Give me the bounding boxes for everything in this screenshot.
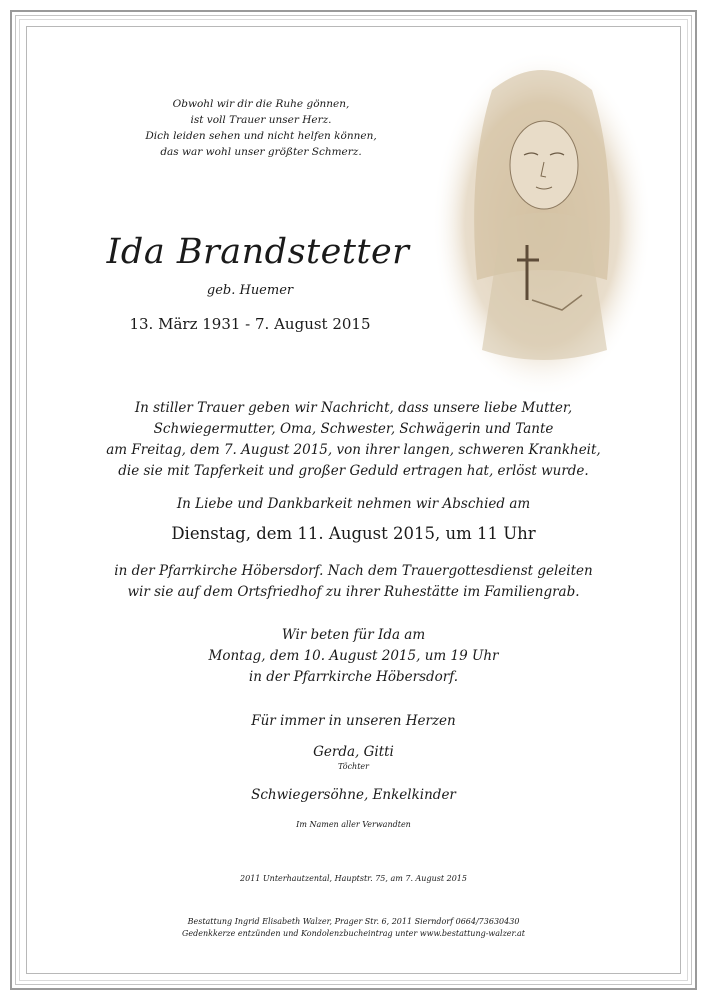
undertaker-line: Bestattung Ingrid Elisabeth Walzer, Prager Str. 6, 2011 Sierndorf 0664/73630430 xyxy=(187,917,520,926)
farewell-intro: In Liebe und Dankbarkeit nehmen wir Abschied am xyxy=(176,496,531,512)
sons-in-law: Schwiegersöhne, Enkelkinder xyxy=(251,787,456,803)
funeral-date: Dienstag, dem 11. August 2015, um 11 Uhr xyxy=(171,524,536,543)
announcement-line: In stiller Trauer geben wir Nachricht, dass unsere liebe Mutter, xyxy=(134,400,573,416)
funeral-details xyxy=(0,561,707,603)
announcement-line: Schwiegermutter, Oma, Schwester, Schwägerin und Tante xyxy=(153,421,554,437)
poem-line: Dich leiden sehen und nicht helfen können, xyxy=(145,130,377,142)
relatives: Im Namen aller Verwandten xyxy=(296,820,411,829)
forever-text: Für immer in unseren Herzen xyxy=(251,713,456,729)
deceased-name: Ida Brandstetter xyxy=(106,232,410,272)
funeral-details-line: wir sie auf dem Ortsfriedhof zu ihrer Ruhestätte im Familiengrab. xyxy=(127,584,580,600)
announcement xyxy=(0,398,707,482)
poem-line: das war wohl unser größter Schmerz. xyxy=(160,146,362,158)
prayer-line: Montag, dem 10. August 2015, um 19 Uhr xyxy=(208,648,499,664)
announcement-line: die sie mit Tapferkeit und großer Geduld ertragen hat, erlöst wurde. xyxy=(118,463,589,479)
poem-line: Obwohl wir dir die Ruhe gönnen, xyxy=(172,98,350,110)
announcement-line: am Freitag, dem 7. August 2015, von ihrer langen, schweren Krankheit, xyxy=(106,442,601,458)
undertaker-line: Gedenkkerze entzünden und Kondolenzbucheintrag unter www.bestattung-walzer.at xyxy=(181,929,526,938)
prayer-line: in der Pfarrkirche Höbersdorf. xyxy=(248,669,459,685)
daughters: Gerda, Gitti xyxy=(313,744,394,760)
madonna-portrait-image xyxy=(432,50,652,398)
maiden-name: geb. Huemer xyxy=(206,283,294,298)
daughters-label: Töchter xyxy=(338,762,369,771)
poem-line: ist voll Trauer unser Herz. xyxy=(190,114,332,126)
poem xyxy=(106,96,416,160)
prayer-notice xyxy=(0,625,707,688)
location-date: 2011 Unterhautzental, Hauptstr. 75, am 7. August 2015 xyxy=(240,874,467,883)
life-dates: 13. März 1931 - 7. August 2015 xyxy=(129,315,371,333)
undertaker-info xyxy=(0,916,707,940)
funeral-details-line: in der Pfarrkirche Höbersdorf. Nach dem Trauergottesdienst geleiten xyxy=(114,563,593,579)
prayer-line: Wir beten für Ida am xyxy=(281,627,426,643)
